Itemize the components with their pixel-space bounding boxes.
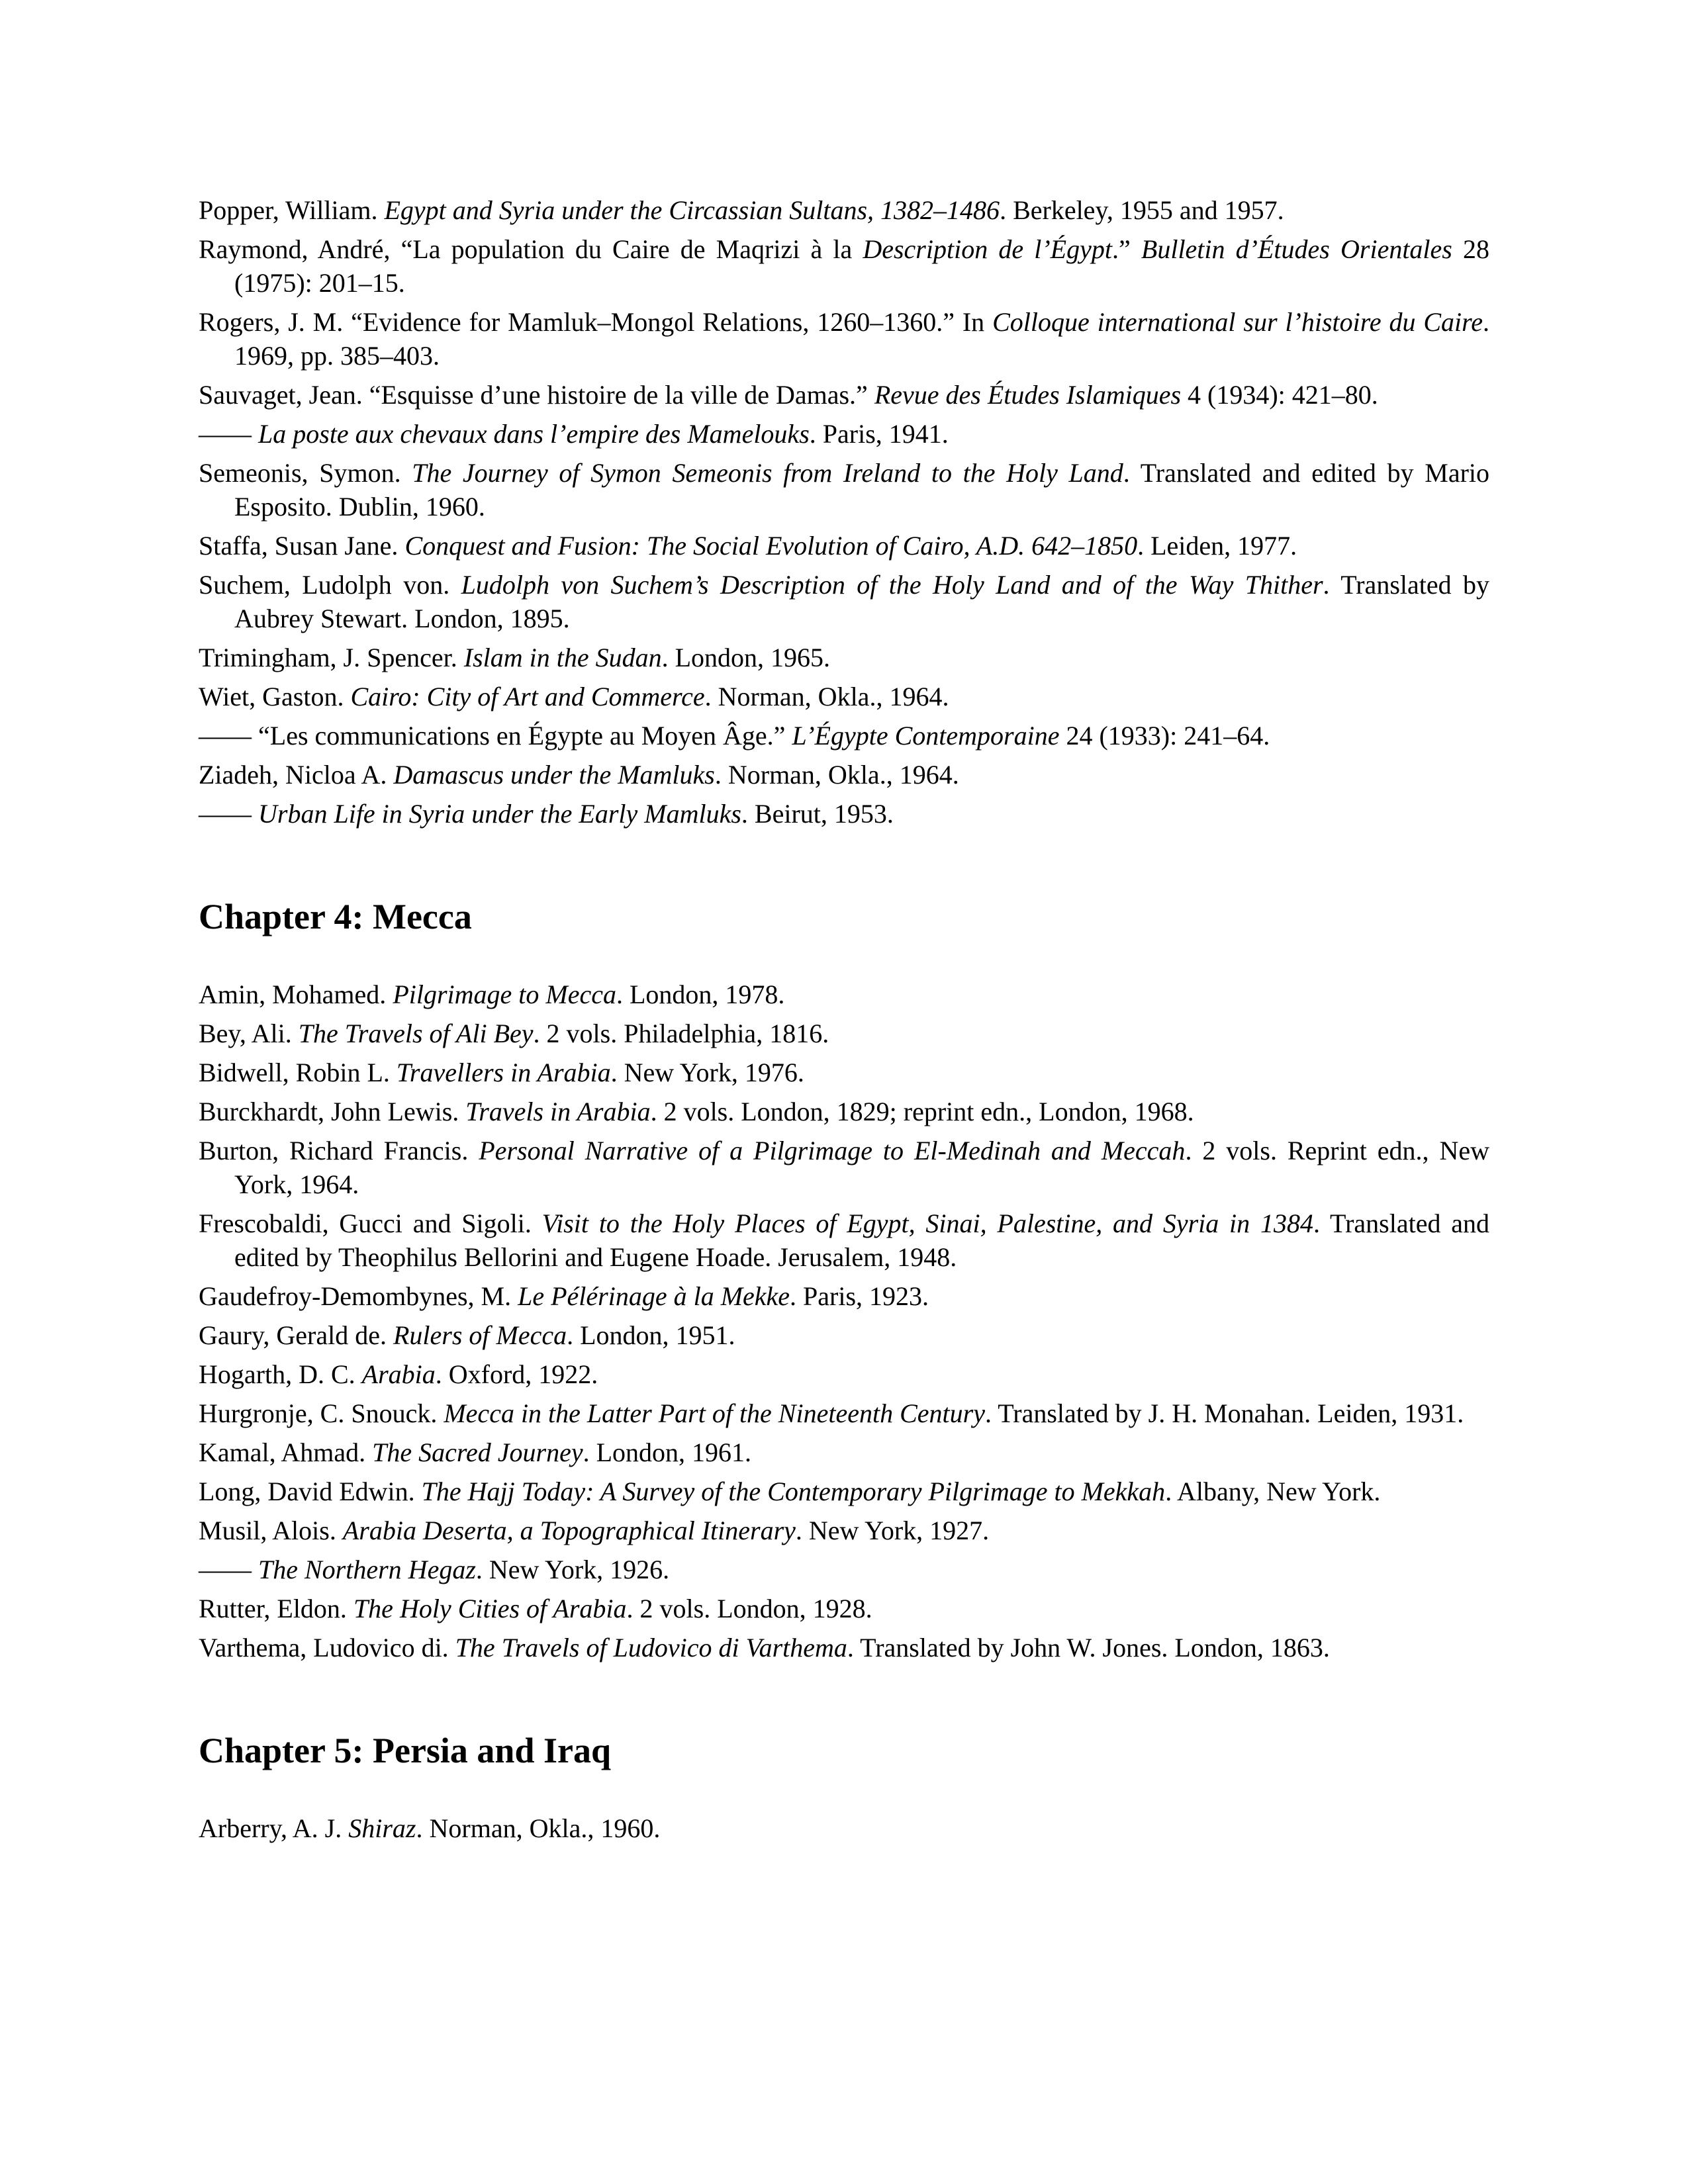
entry-title: The Northern Hegaz xyxy=(258,1555,476,1584)
entry-text: . Translated and edited by Mario Esposito. Dublin, 1960. xyxy=(234,458,1490,522)
entry-text: . New York, 1926. xyxy=(475,1555,670,1584)
entry-text: Sauvaget, Jean. “Esquisse d’une histoire de la ville de Damas.” xyxy=(199,380,874,410)
bibliography-entry xyxy=(199,978,1489,1011)
entry-text: . Norman, Okla., 1964. xyxy=(714,760,959,790)
bibliography-entry xyxy=(199,378,1489,412)
entry-title: Le Pélérinage à la Mekke xyxy=(518,1281,790,1311)
bibliography-page xyxy=(199,193,1489,1850)
bibliography-list-continued xyxy=(199,193,1489,831)
entry-text: . Translated by John W. Jones. London, 1863. xyxy=(847,1633,1330,1662)
entry-title: The Journey of Symon Semeonis from Ireland to the Holy Land xyxy=(412,458,1123,488)
entry-text: Rogers, J. M. “Evidence for Mamluk–Mongol Relations, 1260–1360.” In xyxy=(199,307,993,337)
entry-text: Long, David Edwin. xyxy=(199,1477,422,1506)
entry-title: L’Égypte Contemporaine xyxy=(792,721,1060,751)
entry-text: Arberry, A. J. xyxy=(199,1813,349,1843)
entry-title: The Holy Cities of Arabia xyxy=(353,1594,627,1623)
bibliography-entry xyxy=(199,719,1489,752)
entry-text: —— xyxy=(199,419,258,449)
entry-title: Personal Narrative of a Pilgrimage to El-Medinah and Meccah xyxy=(479,1136,1186,1165)
entry-text: . 2 vols. London, 1829; reprint edn., London, 1968. xyxy=(650,1097,1194,1126)
entry-text: Varthema, Ludovico di. xyxy=(199,1633,455,1662)
entry-title: Urban Life in Syria under the Early Mamluks xyxy=(258,799,741,829)
bibliography-entry xyxy=(199,1811,1489,1845)
bibliography-entry xyxy=(199,1435,1489,1469)
entry-text: Musil, Alois. xyxy=(199,1516,343,1545)
entry-text: . London, 1965. xyxy=(661,643,831,672)
entry-title: Cairo: City of Art and Commerce xyxy=(350,682,705,711)
entry-title: The Sacred Journey xyxy=(372,1437,583,1467)
entry-title: Revue des Études Islamiques xyxy=(874,380,1182,410)
bibliography-entry xyxy=(199,529,1489,563)
entry-text: Popper, William. xyxy=(199,195,385,225)
entry-text: . London, 1961. xyxy=(583,1437,752,1467)
entry-text: Rutter, Eldon. xyxy=(199,1594,353,1623)
entry-text: —— xyxy=(199,1555,258,1584)
entry-text: . 2 vols. Philadelphia, 1816. xyxy=(533,1019,829,1048)
bibliography-entry xyxy=(199,1553,1489,1586)
bibliography-entry xyxy=(199,1206,1489,1274)
entry-text: Amin, Mohamed. xyxy=(199,979,393,1009)
entry-title: Damascus under the Mamluks xyxy=(393,760,715,790)
entry-text: Hurgronje, C. Snouck. xyxy=(199,1398,444,1428)
entry-title: Arabia xyxy=(361,1359,436,1389)
entry-text: . Albany, New York. xyxy=(1165,1477,1381,1506)
entry-title: Islam in the Sudan xyxy=(463,643,662,672)
entry-title: Travellers in Arabia xyxy=(396,1058,611,1087)
entry-title: Conquest and Fusion: The Social Evolution of Cairo, A.D. 642–1850 xyxy=(404,531,1138,561)
bibliography-entry xyxy=(199,641,1489,674)
entry-text: . 2 vols. London, 1928. xyxy=(626,1594,872,1623)
entry-title: The Hajj Today: A Survey of the Contemporary Pilgrimage to Mekkah xyxy=(421,1477,1166,1506)
entry-text: .” xyxy=(1111,234,1141,264)
entry-title: Colloque international sur l’histoire du Caire xyxy=(992,307,1483,337)
entry-text: Semeonis, Symon. xyxy=(199,458,412,488)
bibliography-entry xyxy=(199,1357,1489,1391)
entry-title: Shiraz xyxy=(348,1813,416,1843)
entry-text: . 2 vols. Reprint edn., New York, 1964. xyxy=(234,1136,1489,1199)
entry-text: Hogarth, D. C. xyxy=(199,1359,362,1389)
entry-text: . 1969, pp. 385–403. xyxy=(234,307,1489,371)
bibliography-entry xyxy=(199,797,1489,831)
entry-title: Mecca in the Latter Part of the Nineteenth Century xyxy=(444,1398,985,1428)
bibliography-list-chapter-5 xyxy=(199,1811,1489,1845)
entry-text: Kamal, Ahmad. xyxy=(199,1437,373,1467)
entry-text: . New York, 1927. xyxy=(795,1516,990,1545)
entry-text: Gaury, Gerald de. xyxy=(199,1320,393,1350)
entry-title: La poste aux chevaux dans l’empire des Mamelouks xyxy=(258,419,810,449)
bibliography-entry xyxy=(199,232,1489,300)
entry-text: . Norman, Okla., 1964. xyxy=(704,682,949,711)
entry-text: Bidwell, Robin L. xyxy=(199,1058,397,1087)
bibliography-entry xyxy=(199,1475,1489,1508)
entry-text: Ziadeh, Nicloa A. xyxy=(199,760,394,790)
entry-title: Egypt and Syria under the Circassian Sultans, 1382–1486 xyxy=(384,195,1000,225)
entry-text: . Berkeley, 1955 and 1957. xyxy=(1000,195,1284,225)
entry-title: The Travels of Ali Bey xyxy=(298,1019,534,1048)
bibliography-entry xyxy=(199,1095,1489,1128)
bibliography-entry xyxy=(199,193,1489,227)
bibliography-entry xyxy=(199,1134,1489,1201)
bibliography-entry xyxy=(199,680,1489,713)
entry-text: 4 (1934): 421–80. xyxy=(1181,380,1378,410)
bibliography-entry xyxy=(199,1318,1489,1352)
entry-text: Raymond, André, “La population du Caire de Maqrizi à la xyxy=(199,234,863,264)
entry-text: —— “Les communications en Égypte au Moyen Âge.” xyxy=(199,721,792,751)
entry-text: . London, 1951. xyxy=(567,1320,735,1350)
entry-text: —— xyxy=(199,799,258,829)
bibliography-entry xyxy=(199,1592,1489,1625)
bibliography-entry xyxy=(199,1514,1489,1547)
entry-text: . New York, 1976. xyxy=(610,1058,804,1087)
chapter-4-heading: Chapter 4: Mecca xyxy=(199,897,472,936)
bibliography-entry xyxy=(199,1017,1489,1050)
entry-text: . Paris, 1923. xyxy=(790,1281,929,1311)
entry-text: Trimingham, J. Spencer. xyxy=(199,643,464,672)
entry-text: . Leiden, 1977. xyxy=(1137,531,1297,561)
bibliography-entry xyxy=(199,305,1489,373)
bibliography-list-chapter-4 xyxy=(199,978,1489,1664)
entry-title: Visit to the Holy Places of Egypt, Sinai, Palestine, and Syria in 1384 xyxy=(541,1208,1313,1238)
entry-title: Pilgrimage to Mecca xyxy=(393,979,616,1009)
bibliography-entry xyxy=(199,1631,1489,1664)
entry-text: 24 (1933): 241–64. xyxy=(1059,721,1270,751)
entry-title: Travels in Arabia xyxy=(465,1097,651,1126)
entry-text: Gaudefroy-Demombynes, M. xyxy=(199,1281,518,1311)
entry-title: Description de l’Égypt xyxy=(863,234,1112,264)
entry-text: Burckhardt, John Lewis. xyxy=(199,1097,466,1126)
entry-text: . Translated and edited by Theophilus Bellorini and Eugene Hoade. Jerusalem, 1948. xyxy=(234,1208,1490,1272)
entry-title: Arabia Deserta, a Topographical Itinerary xyxy=(342,1516,796,1545)
entry-title: Rulers of Mecca xyxy=(393,1320,567,1350)
bibliography-entry xyxy=(199,568,1489,635)
entry-text: Staffa, Susan Jane. xyxy=(199,531,405,561)
entry-title: Bulletin d’Études Orientales xyxy=(1141,234,1452,264)
entry-title: Ludolph von Suchem’s Description of the Holy Land and of the Way Thither xyxy=(461,570,1323,600)
entry-text: Suchem, Ludolph von. xyxy=(199,570,461,600)
entry-text: Bey, Ali. xyxy=(199,1019,299,1048)
chapter-5-heading: Chapter 5: Persia and Iraq xyxy=(199,1731,612,1770)
bibliography-entry xyxy=(199,417,1489,451)
entry-text: . Norman, Okla., 1960. xyxy=(416,1813,661,1843)
bibliography-entry xyxy=(199,758,1489,792)
entry-text: . Beirut, 1953. xyxy=(741,799,894,829)
entry-text: . London, 1978. xyxy=(616,979,785,1009)
entry-text: Frescobaldi, Gucci and Sigoli. xyxy=(199,1208,542,1238)
bibliography-entry xyxy=(199,1056,1489,1089)
entry-text: . Paris, 1941. xyxy=(809,419,949,449)
bibliography-entry xyxy=(199,1396,1489,1430)
entry-text: Wiet, Gaston. xyxy=(199,682,351,711)
entry-text: . Oxford, 1922. xyxy=(435,1359,598,1389)
bibliography-entry xyxy=(199,1279,1489,1313)
entry-text: . Translated by Aubrey Stewart. London, 1895. xyxy=(234,570,1490,633)
entry-title: The Travels of Ludovico di Varthema xyxy=(455,1633,847,1662)
bibliography-entry xyxy=(199,456,1489,523)
entry-text: 28 (1975): 201–15. xyxy=(234,234,1490,298)
entry-text: . Translated by J. H. Monahan. Leiden, 1931. xyxy=(984,1398,1464,1428)
entry-text: Burton, Richard Francis. xyxy=(199,1136,479,1165)
